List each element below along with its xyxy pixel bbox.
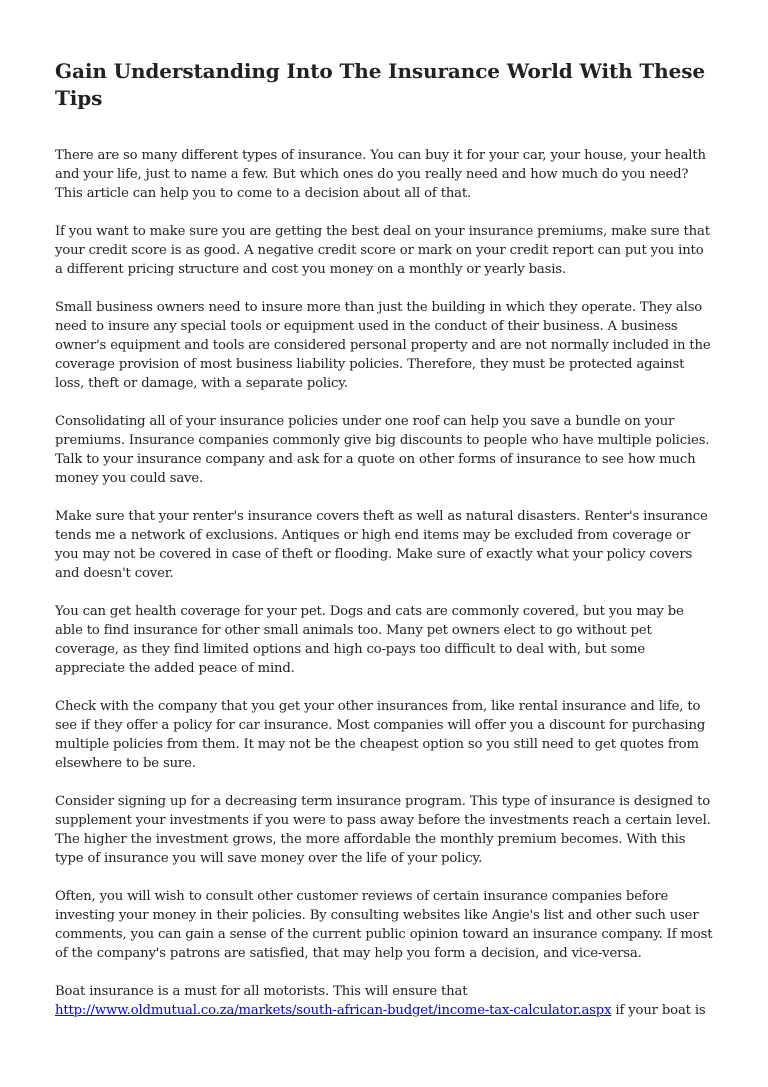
- paragraph-4: Consolidating all of your insurance policies under one roof can help you save a bundle on your premiums. Insurance companies commonly give big discounts to people who have multiple policies. Talk to your insurance company and ask for a quote on other forms of insurance to see how much money you could save.: [55, 414, 710, 486]
- paragraph-5: Make sure that your renter's insurance covers theft as well as natural disasters. Renter's insurance tends me a network of exclusions. Antiques or high end items may be excluded from coverage or you may not be covered in case of theft or flooding. Make sure of exactly what your policy covers and doesn't cover.: [55, 509, 708, 581]
- paragraph-10-text-after: if your boat is: [611, 1003, 706, 1018]
- paragraph-7: Check with the company that you get your other insurances from, like rental insurance and life, to see if they offer a policy for car insurance. Most companies will offer you a discount for purchasing multiple policies from them. It may not be the cheapest option so you still need to get quotes from elsewhere to be sure.: [55, 699, 706, 771]
- paragraph-3: Small business owners need to insure more than just the building in which they operate. They also need to insure any special tools or equipment used in the conduct of their business. A business owner's equipment and tools are considered personal property and are not normally included in the coverage provision of most business liability policies. Therefore, they must be protected against loss, theft or damage, with a separate policy.: [55, 300, 711, 391]
- document-page: [55, 58, 715, 1039]
- paragraph-9: Often, you will wish to consult other customer reviews of certain insurance companies before investing your money in their policies. By consulting websites like Angie's list and other such user comments, you can gain a sense of the current public opinion toward an insurance company. If most of the company's patrons are satisfied, that may help you form a decision, and vice-versa.: [55, 889, 713, 961]
- paragraph-10: [55, 982, 715, 1020]
- paragraph-6: You can get health coverage for your pet. Dogs and cats are commonly covered, but you may be able to find insurance for other small animals too. Many pet owners elect to go without pet coverage, as they find limited options and high co-pays too difficult to deal with, but some appreciate the added peace of mind.: [55, 604, 684, 676]
- paragraph-2: If you want to make sure you are getting the best deal on your insurance premiums, make sure that your credit score is as good. A negative credit score or mark on your credit report can put you into a different pricing structure and cost you money on a monthly or yearly basis.: [55, 224, 710, 277]
- paragraph-8: Consider signing up for a decreasing term insurance program. This type of insurance is designed to supplement your investments if you were to pass away before the investments reach a certain level. The higher the investment grows, the more affordable the monthly premium becomes. With this type of insurance you will save money over the life of your policy.: [55, 794, 711, 866]
- paragraph-1: There are so many different types of insurance. You can buy it for your car, your house, your health and your life, just to name a few. But which ones do you really need and how much do you need? This article can help you to come to a decision about all of that.: [55, 148, 706, 201]
- paragraph-10-text-before: Boat insurance is a must for all motorists. This will ensure that: [55, 984, 468, 999]
- income-tax-calculator-link[interactable]: http://www.oldmutual.co.za/markets/south-african-budget/income-tax-calculator.aspx: [55, 1003, 612, 1018]
- document-title: Gain Understanding Into The Insurance World With These Tips: [55, 59, 706, 110]
